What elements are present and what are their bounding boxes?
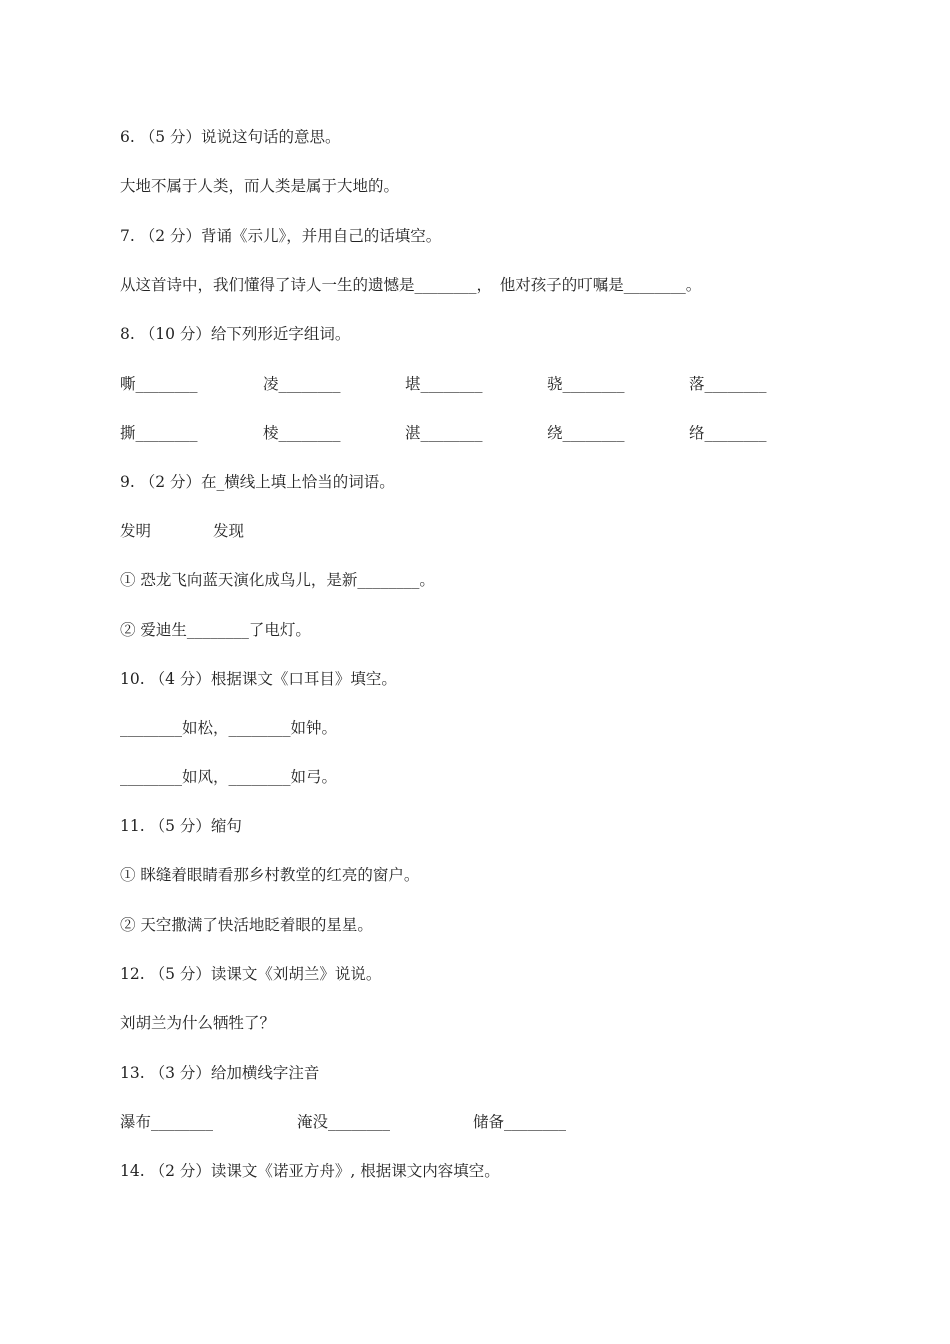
q11-item: ② 天空撒满了快活地眨着眼的星星。 bbox=[120, 916, 373, 934]
q11-title: 11. （5 分）缩句 bbox=[120, 817, 242, 835]
q8-word-cell: 骁________ bbox=[547, 375, 625, 393]
q8-title: 8. （10 分）给下列形近字组词。 bbox=[120, 325, 351, 343]
q8-word-cell: 撕________ bbox=[120, 424, 198, 442]
q9-title: 9. （2 分）在_横线上填上恰当的词语。 bbox=[120, 473, 395, 491]
q8-word-cell: 凌________ bbox=[263, 375, 341, 393]
q8-word-cell: 络________ bbox=[689, 424, 767, 442]
q10-fill-line: ________如风，________如弓。 bbox=[120, 768, 338, 786]
q8-word-cell: 棱________ bbox=[263, 424, 341, 442]
q8-word-cell: 绕________ bbox=[547, 424, 625, 442]
q13-pinyin-cell: 淹没________ bbox=[297, 1113, 391, 1131]
q6-title: 6. （5 分）说说这句话的意思。 bbox=[120, 128, 341, 146]
q13-pinyin-cell: 储备________ bbox=[473, 1113, 567, 1131]
q9-word-option: 发明 bbox=[120, 522, 152, 540]
q13-title: 13. （3 分）给加横线字注音 bbox=[120, 1064, 320, 1082]
q13-pinyin-cell: 瀑布________ bbox=[120, 1113, 214, 1131]
q9-item: ① 恐龙飞向蓝天演化成鸟儿，是新________。 bbox=[120, 571, 435, 589]
q6-sentence: 大地不属于人类，而人类是属于大地的。 bbox=[120, 177, 400, 195]
q8-word-cell: 落________ bbox=[689, 375, 767, 393]
q11-item: ① 眯缝着眼睛看那乡村教堂的红亮的窗户。 bbox=[120, 866, 420, 884]
q9-word-option: 发现 bbox=[213, 522, 245, 540]
q12-title: 12. （5 分）读课文《刘胡兰》说说。 bbox=[120, 965, 382, 983]
q7-fill-line: 从这首诗中，我们懂得了诗人一生的遗憾是________， 他对孩子的叮嘱是________。 bbox=[120, 276, 702, 294]
q8-word-cell: 嘶________ bbox=[120, 375, 198, 393]
q8-word-cell: 堪________ bbox=[405, 375, 483, 393]
q9-item: ② 爱迪生________了电灯。 bbox=[120, 621, 311, 639]
q10-fill-line: ________如松，________如钟。 bbox=[120, 719, 338, 737]
q12-question: 刘胡兰为什么牺牲了？ bbox=[120, 1014, 276, 1032]
q10-title: 10. （4 分）根据课文《口耳目》填空。 bbox=[120, 670, 397, 688]
q7-title: 7. （2 分）背诵《示儿》，并用自己的话填空。 bbox=[120, 227, 442, 245]
q14-title: 14. （2 分）读课文《诺亚方舟》, 根据课文内容填空。 bbox=[120, 1162, 500, 1180]
q8-word-cell: 湛________ bbox=[405, 424, 483, 442]
